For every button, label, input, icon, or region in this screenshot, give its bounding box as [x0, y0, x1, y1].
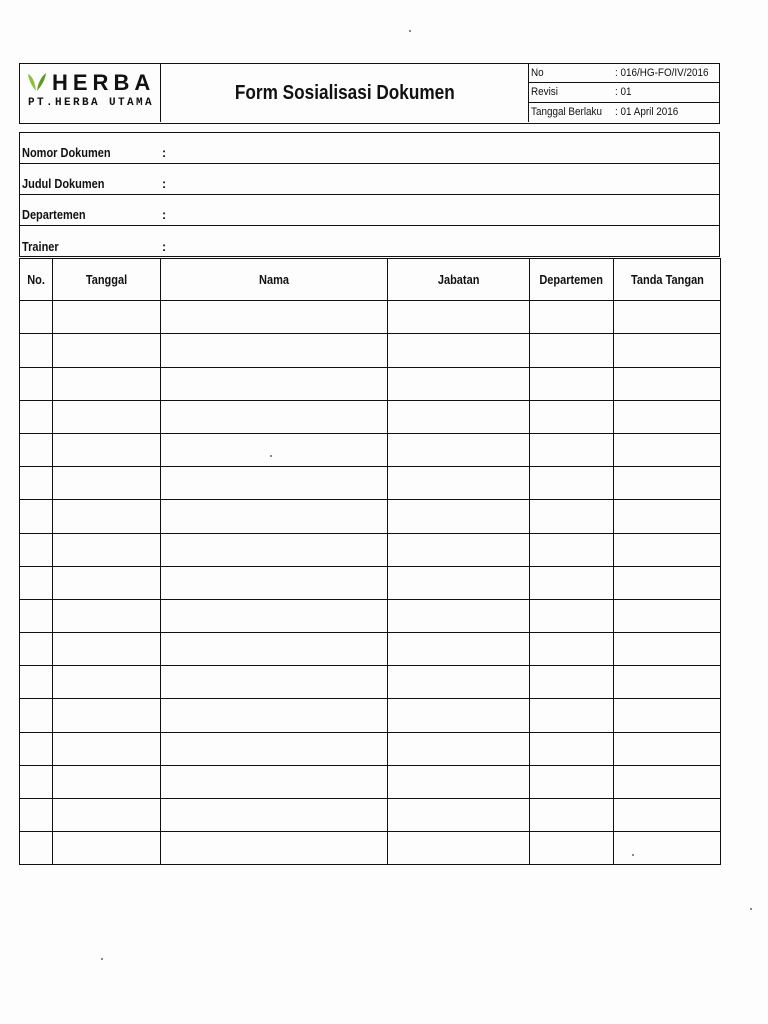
info-label: Trainer — [22, 240, 59, 254]
table-cell[interactable] — [530, 599, 614, 632]
meta-value: : 01 — [615, 86, 632, 99]
table-cell[interactable] — [530, 400, 614, 433]
table-cell[interactable] — [161, 533, 388, 566]
table-row — [20, 566, 721, 599]
table-cell[interactable] — [53, 566, 161, 599]
table-cell[interactable] — [20, 500, 53, 533]
table-cell[interactable] — [161, 500, 388, 533]
table-cell[interactable] — [20, 832, 53, 865]
table-cell[interactable] — [53, 367, 161, 400]
table-cell[interactable] — [20, 433, 53, 466]
table-cell[interactable] — [614, 666, 721, 699]
table-cell[interactable] — [530, 799, 614, 832]
table-cell[interactable] — [20, 765, 53, 798]
table-cell[interactable] — [53, 799, 161, 832]
table-cell[interactable] — [388, 832, 530, 865]
table-cell[interactable] — [388, 599, 530, 632]
table-cell[interactable] — [614, 599, 721, 632]
table-cell[interactable] — [53, 699, 161, 732]
table-cell[interactable] — [614, 500, 721, 533]
table-cell[interactable] — [161, 832, 388, 865]
info-label: Nomor Dokumen — [22, 146, 111, 160]
company-name: PT.HERBA UTAMA — [28, 97, 155, 109]
table-cell[interactable] — [614, 633, 721, 666]
scan-speck — [409, 30, 411, 32]
meta-key: Tanggal Berlaku — [531, 105, 603, 118]
document-info — [19, 132, 720, 257]
table-cell[interactable] — [53, 666, 161, 699]
company-logo — [20, 64, 161, 122]
table-cell[interactable] — [388, 666, 530, 699]
table-cell[interactable] — [614, 732, 721, 765]
table-cell[interactable] — [530, 433, 614, 466]
table-cell[interactable] — [161, 367, 388, 400]
table-cell[interactable] — [161, 633, 388, 666]
table-row — [20, 400, 721, 433]
meta-value: : 016/HG-FO/IV/2016 — [615, 67, 709, 79]
table-cell[interactable] — [388, 500, 530, 533]
table-row — [20, 467, 721, 500]
table-cell[interactable] — [614, 334, 721, 367]
table-cell[interactable] — [161, 732, 388, 765]
info-row-trainer — [20, 226, 719, 257]
column-header-label: Tanda Tangan — [630, 272, 704, 287]
table-cell[interactable] — [530, 500, 614, 533]
info-colon: : — [162, 177, 167, 191]
table-cell[interactable] — [20, 400, 53, 433]
table-cell[interactable] — [388, 301, 530, 334]
info-row-nomor-dokumen — [20, 133, 719, 164]
table-row — [20, 367, 721, 400]
table-cell[interactable] — [530, 633, 614, 666]
table-cell[interactable] — [53, 500, 161, 533]
leaf-icon — [26, 71, 48, 93]
column-header-tanda-tangan — [614, 259, 721, 301]
column-header-no — [20, 259, 53, 301]
scan-speck — [632, 854, 634, 856]
table-row — [20, 799, 721, 832]
table-cell[interactable] — [388, 566, 530, 599]
table-header-row — [20, 259, 721, 301]
table-cell[interactable] — [388, 367, 530, 400]
meta-value: : 01 April 2016 — [615, 105, 679, 118]
table-cell[interactable] — [161, 566, 388, 599]
table-cell[interactable] — [530, 666, 614, 699]
table-cell[interactable] — [53, 301, 161, 334]
table-cell[interactable] — [20, 367, 53, 400]
table-cell[interactable] — [530, 699, 614, 732]
table-cell[interactable] — [20, 732, 53, 765]
table-cell[interactable] — [614, 832, 721, 865]
table-cell[interactable] — [20, 533, 53, 566]
table-cell[interactable] — [53, 633, 161, 666]
document-header — [19, 63, 720, 124]
table-cell[interactable] — [530, 566, 614, 599]
info-colon: : — [162, 146, 167, 160]
table-cell[interactable] — [614, 765, 721, 798]
attendance-table — [19, 258, 721, 865]
table-row — [20, 533, 721, 566]
table-cell[interactable] — [614, 301, 721, 334]
table-cell[interactable] — [53, 400, 161, 433]
title-cell — [161, 64, 529, 122]
table-cell[interactable] — [161, 433, 388, 466]
table-row — [20, 765, 721, 798]
table-cell[interactable] — [614, 533, 721, 566]
document-meta — [529, 64, 719, 122]
meta-row-tanggal-berlaku — [529, 103, 719, 122]
table-cell[interactable] — [53, 467, 161, 500]
logo-wordmark: HERBA — [52, 70, 156, 95]
table-row — [20, 699, 721, 732]
table-row — [20, 301, 721, 334]
table-cell[interactable] — [20, 666, 53, 699]
table-cell[interactable] — [161, 400, 388, 433]
table-row — [20, 500, 721, 533]
column-header-label: Tanggal — [85, 272, 128, 287]
table-cell[interactable] — [614, 699, 721, 732]
table-cell[interactable] — [161, 334, 388, 367]
table-cell[interactable] — [53, 599, 161, 632]
table-cell[interactable] — [614, 799, 721, 832]
table-cell[interactable] — [530, 334, 614, 367]
column-header-label: Jabatan — [437, 272, 480, 287]
meta-row-revisi — [529, 83, 719, 102]
table-cell[interactable] — [20, 799, 53, 832]
table-cell[interactable] — [614, 566, 721, 599]
table-cell[interactable] — [388, 467, 530, 500]
column-header-label: Departemen — [539, 272, 604, 287]
table-row — [20, 633, 721, 666]
info-row-judul-dokumen — [20, 164, 719, 195]
table-row — [20, 666, 721, 699]
table-cell[interactable] — [388, 533, 530, 566]
info-colon: : — [162, 208, 167, 222]
info-colon: : — [162, 240, 167, 254]
info-label: Departemen — [22, 208, 86, 222]
column-header-jabatan — [388, 259, 530, 301]
table-cell[interactable] — [20, 334, 53, 367]
table-row — [20, 433, 721, 466]
table-cell[interactable] — [388, 633, 530, 666]
table-cell[interactable] — [388, 334, 530, 367]
meta-row-no — [529, 64, 719, 83]
scan-speck — [750, 908, 752, 910]
form-title: Form Sosialisasi Dokumen — [234, 81, 455, 104]
table-cell[interactable] — [388, 765, 530, 798]
table-cell[interactable] — [53, 732, 161, 765]
column-header-label: No. — [27, 272, 45, 287]
table-cell[interactable] — [388, 433, 530, 466]
table-cell[interactable] — [388, 732, 530, 765]
info-row-departemen — [20, 195, 719, 226]
table-cell[interactable] — [20, 301, 53, 334]
table-row — [20, 334, 721, 367]
table-row — [20, 832, 721, 865]
table-row — [20, 599, 721, 632]
table-cell[interactable] — [161, 467, 388, 500]
column-header-nama — [161, 259, 388, 301]
table-cell[interactable] — [530, 367, 614, 400]
table-cell[interactable] — [388, 400, 530, 433]
table-cell[interactable] — [530, 832, 614, 865]
meta-key: Revisi — [531, 86, 558, 99]
table-cell[interactable] — [53, 533, 161, 566]
table-cell[interactable] — [614, 367, 721, 400]
table-cell[interactable] — [161, 666, 388, 699]
table-cell[interactable] — [20, 599, 53, 632]
table-cell[interactable] — [388, 799, 530, 832]
scan-speck — [270, 455, 272, 457]
table-body — [20, 301, 721, 865]
table-cell[interactable] — [53, 433, 161, 466]
table-cell[interactable] — [20, 467, 53, 500]
table-cell[interactable] — [388, 699, 530, 732]
table-cell[interactable] — [20, 633, 53, 666]
table-cell[interactable] — [20, 566, 53, 599]
table-cell[interactable] — [53, 334, 161, 367]
table-cell[interactable] — [530, 301, 614, 334]
column-header-departemen — [530, 259, 614, 301]
table-cell[interactable] — [614, 467, 721, 500]
table-cell[interactable] — [530, 765, 614, 798]
table-cell[interactable] — [530, 732, 614, 765]
table-cell[interactable] — [530, 533, 614, 566]
table-cell[interactable] — [161, 765, 388, 798]
table-cell[interactable] — [20, 699, 53, 732]
table-row — [20, 732, 721, 765]
table-cell[interactable] — [161, 699, 388, 732]
table-cell[interactable] — [53, 832, 161, 865]
table-cell[interactable] — [53, 765, 161, 798]
table-cell[interactable] — [530, 467, 614, 500]
table-cell[interactable] — [161, 799, 388, 832]
column-header-tanggal — [53, 259, 161, 301]
table-cell[interactable] — [161, 301, 388, 334]
table-cell[interactable] — [614, 433, 721, 466]
column-header-label: Nama — [259, 272, 289, 287]
table-cell[interactable] — [614, 400, 721, 433]
table-cell[interactable] — [161, 599, 388, 632]
meta-key: No — [531, 67, 544, 79]
scan-speck — [101, 958, 103, 960]
info-label: Judul Dokumen — [22, 177, 105, 191]
